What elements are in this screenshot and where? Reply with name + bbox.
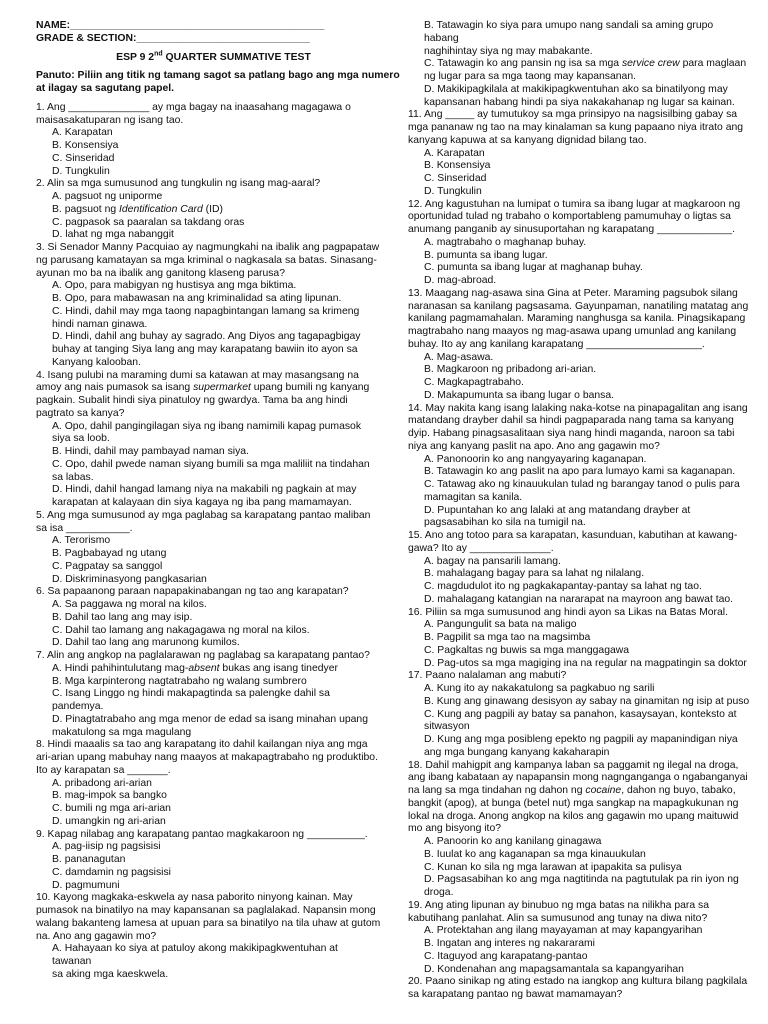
- question-stem: 7. Alin ang angkop na paglalarawan ng paglabag sa karapatang pantao?: [36, 650, 370, 661]
- answer-choice: C. Kunan ko sila ng mga larawan at ipapakita sa pulisya: [424, 861, 682, 873]
- question-stem: 10. Kayong magkaka-eskwela ay nasa paborito ninyong kainan. May: [36, 892, 353, 904]
- right-questions: [408, 20, 750, 1002]
- question-stem-continued: maisasakatuparan ng isang tao.: [36, 114, 184, 126]
- question-stem-continued: amoy ang nais pumasok sa isang supermarket upang bumili ng kanyang: [36, 382, 370, 394]
- left-questions: [36, 102, 391, 982]
- question-stem-continued: walang bakanteng lamesa at upuan para sa binatilyo na tila uhaw at gutom: [36, 917, 381, 929]
- answer-choice: C. pagpasok sa paaralan sa takdang oras: [52, 216, 245, 228]
- right-column: [408, 20, 750, 1002]
- answer-choice: D. Tungkulin: [52, 165, 110, 177]
- question-stem: 16. Piliin sa mga sumusunod ang hindi ayon sa Likas na Batas Moral.: [408, 606, 728, 618]
- answer-choice-continued: makatulong sa mga magulang: [52, 726, 192, 738]
- question-stem: 20. Paano sinikap ng ating estado na iangkop ang kultura bilang pagkilala: [408, 976, 748, 988]
- instruction-line: Panuto: Piliin ang titik ng tamang sagot sa patlang bago ang mga numero: [36, 70, 400, 82]
- answer-choice: B. mahalagang bagay para sa lahat ng nilalang.: [424, 568, 645, 580]
- question-stem-continued: dyip. Habang pinagsasalitaan siya nang hindi maganda, naroon sa tabi: [408, 428, 735, 439]
- question-stem: 15. Ano ang totoo para sa karapatan, kasunduan, kabutihan at kawang-: [408, 530, 738, 541]
- answer-choice: C. bumili ng mga ari-arian: [52, 803, 171, 814]
- answer-choice: C. Tatawagin ko ang pansin ng isa sa mga service crew para maglaan: [424, 58, 747, 70]
- answer-choice: B. Kung ang ginawang desisyon ay sabay na ginamitan ng isip at puso: [424, 695, 750, 707]
- question-stem: 19. Ang ating lipunan ay binubuo ng mga batas na nilikha para sa: [408, 899, 709, 911]
- question-stem-continued: na lang sa mga tindahan ng dahon ng cocaine, dahon ng buyo, tabako,: [408, 785, 736, 796]
- answer-choice: A. Hindi pahihintulutang mag-absent bukas ang isang tinedyer: [52, 662, 338, 674]
- answer-choice: A. pag-iisip ng pagsisisi: [52, 841, 161, 853]
- question-stem-continued: kanilang pagmamahalan. Maraming nanghusga sa kanila. Pinagsikapang: [408, 313, 746, 325]
- answer-choice: C. Sinseridad: [52, 152, 115, 164]
- question-stem-continued: kabutihang panlahat. Alin sa sumusunod ang tunay na diwa nito?: [408, 912, 708, 924]
- question-stem-continued: mo ang bisyong ito?: [408, 823, 501, 835]
- question-stem: 8. Hindi maaalis sa tao ang karapatang ito dahil kailangan niya ang mga: [36, 739, 368, 751]
- question-stem-continued: lokal na droga. Anong angkop na kilos ang gagawin mo upang maituwid: [408, 810, 739, 822]
- answer-choice: D. Kondenahan ang mapagsamantala sa kapangyarihan: [424, 963, 684, 975]
- title-pre: ESP 9 2: [116, 51, 155, 63]
- answer-choice: D. pagmumuni: [52, 879, 120, 891]
- answer-choice: B. Pagbabayad ng utang: [52, 548, 167, 559]
- question-stem-continued: anumang panganib ay sinusuportahan ng karapatang _____________.: [408, 224, 736, 235]
- answer-choice: B. Iuulat ko ang kaganapan sa mga kinauukulan: [424, 848, 646, 860]
- answer-choice: B. pumunta sa ibang lugar.: [424, 249, 548, 261]
- answer-choice-continued: tawanan: [52, 956, 92, 967]
- answer-choice-continued: pagsasabihan ko sila na tumigil na.: [424, 517, 586, 529]
- answer-choice: D. mag-abroad.: [424, 275, 497, 286]
- left-column: [36, 20, 400, 982]
- answer-choice: C. Sinseridad: [424, 173, 487, 184]
- answer-choice: D. Hindi, dahil hangad lamang niya na makabili ng pagkain at may: [52, 484, 357, 496]
- question-stem: 2. Alin sa mga sumusunod ang tungkulin ng isang mag-aaral?: [36, 178, 321, 190]
- answer-choice-continued: ang mga bungang kanyang kakaharapin: [424, 746, 610, 758]
- title-post: QUARTER SUMMATIVE TEST: [162, 51, 311, 63]
- italic-term: cocaine: [585, 785, 622, 796]
- question-stem: 11. Ang _____ ay tumutukoy sa mga prinsipyo na nagsisilbing gabay sa: [408, 109, 738, 121]
- answer-choice-continued: droga.: [424, 887, 454, 898]
- question-stem: 14. May nakita kang isang lalaking naka-kotse na pinapagalitan ang isang: [408, 402, 748, 414]
- answer-choice: B. Hindi, dahil may pambayad naman siya.: [52, 446, 249, 457]
- italic-term: Identification Card: [119, 203, 203, 215]
- answer-choice-continued: sa aking mga kaeskwela.: [52, 968, 169, 980]
- answer-choice: B. pagsuot ng Identification Card (ID): [52, 203, 223, 215]
- answer-choice: D. Pag-utos sa mga magiging ina na regular na magpatingin sa doktor: [424, 657, 747, 669]
- answer-choice: A. Kung ito ay nakakatulong sa pagkabuo ng sarili: [424, 683, 655, 694]
- answer-choice: B. Magkaroon ng pribadong ari-arian.: [424, 364, 597, 376]
- answer-choice: D. umangkin ng ari-arian: [52, 815, 166, 827]
- answer-choice: A. Mag-asawa.: [424, 351, 494, 363]
- answer-choice-continued: sitwasyon: [424, 721, 470, 733]
- answer-choice: C. Dahil tao lamang ang nakagagawa ng moral na kilos.: [52, 624, 310, 636]
- answer-choice: C. Itaguyod ang karapatang-pantao: [424, 950, 588, 962]
- answer-choice: D. Kung ang mga posibleng epekto ng pagpili ay mapanindigan niya: [424, 734, 738, 745]
- question-stem-continued: ayunan mo ba na ibalik ang ganitong klaseng parusa?: [36, 267, 285, 279]
- answer-choice: D. lahat ng mga nabanggit: [52, 229, 174, 241]
- question-stem-continued: bangkit (apog), at bunga (betel nut) mga sangkap na mapagkukunan ng: [408, 797, 739, 809]
- answer-choice: A. Karapatan: [424, 147, 485, 159]
- answer-choice: A. Pangungulit sa bata na maligo: [424, 619, 577, 631]
- answer-choice: C. Pagpatay sa sanggol: [52, 560, 163, 572]
- answer-choice: D. Makapumunta sa ibang lugar o bansa.: [424, 389, 615, 401]
- answer-choice: B. Konsensiya: [52, 140, 119, 151]
- test-title: [36, 52, 391, 65]
- question-stem-continued: ng parusang kamatayan sa mga kriminal o nagkasala sa batas. Sinasang-: [36, 254, 377, 266]
- instruction-line: at ilagay sa sagutang papel.: [36, 83, 175, 94]
- name-field-label: NAME:____________________________________________: [36, 20, 325, 31]
- answer-choice: A. Opo, dahil pangingilagan siya ng ibang namimili kapag pumasok: [52, 420, 362, 432]
- question-stem-continued: kanyang kapuwa at sa kanyang dignidad bilang tao.: [408, 134, 647, 146]
- question-stem: 1. Ang ______________ ay mga bagay na inaasahang magagawa o: [36, 101, 351, 113]
- question-stem-continued: mga pananaw ng tao na may kinalaman sa kung papaano niya itrato ang: [408, 122, 744, 133]
- question-stem-continued: oportunidad tulad ng trabaho o komportableng pamumuhay o ligtas sa: [408, 211, 731, 223]
- answer-choice: A. Panonoorin ko ang nangyayaring kaganapan.: [424, 453, 647, 465]
- italic-term: service crew: [621, 58, 680, 70]
- answer-choice: A. Panoorin ko ang kanilang ginagawa: [424, 836, 602, 847]
- answer-choice-continued: kapansanan habang hindi pa siya nakakahanap ng lugar sa kainan.: [424, 96, 735, 108]
- answer-choice: B. Pagpilit sa mga tao na magsimba: [424, 632, 591, 643]
- question-stem-continued: Ito ay karapatan sa _______.: [36, 764, 171, 776]
- answer-choice: D. Pinagtatrabaho ang mga menor de edad sa isang minahan upang: [52, 713, 368, 725]
- answer-choice: B. pananagutan: [52, 854, 126, 865]
- answer-choice: D. Makikipagkilala at makikipagkwentuhan ako sa binatilyong may: [424, 83, 728, 95]
- answer-choice: C. pumunta sa ibang lugar at maghanap buhay.: [424, 262, 643, 274]
- question-stem: 3. Si Senador Manny Pacquiao ay nagmungkahi na ibalik ang pagpapataw: [36, 242, 380, 253]
- question-stem-continued: sa karapatang pantao ng bawat mamamayan?: [408, 989, 623, 1000]
- answer-choice: D. mahalagang katangian na nararapat na mayroon ang bawat tao.: [424, 593, 734, 605]
- answer-choice-continued: ng lugar para sa mga taong may kapansanan.: [424, 71, 636, 82]
- answer-choice: D. Dahil tao lang ang marunong kumilos.: [52, 637, 240, 649]
- answer-choice: C. damdamin ng pagsisisi: [52, 866, 171, 878]
- answer-choice: B. Tatawagin ko ang paslit na apo para lumayo kami sa kaganapan.: [424, 466, 736, 478]
- question-stem-continued: pagtrato sa kanya?: [36, 407, 125, 419]
- answer-choice-continued: buhay at tanging Siya lang ang may karapatang bawiin ito ayon sa: [52, 344, 358, 355]
- answer-choice: C. Magkapagtrabaho.: [424, 377, 524, 388]
- question-stem: 6. Sa papaanong paraan napapakinabangan ng tao ang karapatan?: [36, 586, 349, 598]
- answer-choice: B. Ingatan ang interes ng nakararami: [424, 938, 595, 949]
- answer-choice-continued: siya sa loob.: [52, 433, 110, 445]
- question-stem: 18. Dahil mahigpit ang kampanya laban sa paggamit ng ilegal na droga,: [408, 759, 739, 771]
- question-stem-continued: buhay. Ito ay ang kanilang karapatang ____________________.: [408, 338, 705, 350]
- answer-choice-continued: pandemya.: [52, 701, 104, 712]
- answer-choice: C. Tatawag ako ng kinauukulan tulad ng barangay tanod o pulis para: [424, 479, 740, 490]
- answer-choice-continued: habang: [424, 32, 459, 44]
- question-stem-continued: matandang drayber dahil sa hindi pagpaparada nang tama sa kanyang: [408, 415, 734, 427]
- answer-choice: A. Sa paggawa ng moral na kilos.: [52, 599, 207, 610]
- question-stem-continued: ang ibang kabataan ay napapansin mong nagnganganga o ngabanganyai: [408, 772, 748, 784]
- answer-choice: B. Konsensiya: [424, 160, 491, 172]
- question-stem-continued: magtrabaho nang maayos ng mag-asawa upang umunlad ang kanilang: [408, 326, 737, 337]
- italic-term: absent: [188, 662, 220, 674]
- grade-section-field-label: GRADE & SECTION:______________________________: [36, 32, 310, 44]
- answer-choice: C. magdudulot ito ng pagkakapantay-pantay sa lahat ng tao.: [424, 581, 702, 592]
- question-stem-continued: gawa? Ito ay ______________.: [408, 542, 554, 554]
- question-stem: 4. Isang pulubi na maraming dumi sa katawan at may masangsang na: [36, 369, 359, 381]
- answer-choice: D. Pagsasabihan ko ang mga nagtitinda na pagtutulak pa rin iyon ng: [424, 874, 739, 886]
- answer-choice: A. pribadong ari-arian: [52, 777, 152, 789]
- answer-choice: A. Opo, para mabigyan ng hustisya ang mga biktima.: [52, 280, 297, 292]
- answer-choice-continued: Kanyang kalooban.: [52, 356, 141, 368]
- answer-choice: C. Opo, dahil pwede naman siyang bumili sa mga maliliit na tindahan: [52, 458, 370, 470]
- answer-choice: A. Terorismo: [52, 535, 111, 547]
- question-stem-continued: niya ang kanyang paslit na apo. Ano ang gagawin mo?: [408, 440, 660, 452]
- answer-choice: A. Karapatan: [52, 127, 113, 139]
- answer-choice: D. Pupuntahan ko ang lalaki at ang matandang drayber at: [424, 504, 691, 516]
- answer-choice: D. Diskriminasyong pangkasarian: [52, 573, 207, 585]
- italic-term: supermarket: [193, 382, 251, 394]
- answer-choice: A. bagay na pansarili lamang.: [424, 555, 561, 567]
- question-stem-continued: ari-arian upang mabuhay nang maayos at makapagtrabaho ng produktibo.: [36, 752, 378, 763]
- answer-choice: A. pagsuot ng uniporme: [52, 191, 163, 202]
- question-stem: 9. Kapag nilabag ang karapatang pantao magkakaroon ng __________.: [36, 828, 368, 840]
- answer-choice: C. Kung ang pagpili ay batay sa panahon, kasaysayan, konteksto at: [424, 708, 737, 720]
- answer-choice: B. Opo, para mabawasan na ang kriminalidad sa ating lipunan.: [52, 293, 342, 304]
- answer-choice: A. Hahayaan ko siya at patuloy akong makikipagkwentuhan at: [52, 943, 338, 955]
- answer-choice: C. Pagkaltas ng buwis sa mga manggagawa: [424, 644, 630, 656]
- question-stem-continued: pagkain. Subalit hindi siya pinatuloy ng gwardya. Tama ba ang hindi: [36, 395, 348, 406]
- answer-choice-continued: mamagitan sa kanila.: [424, 491, 523, 503]
- question-stem-continued: na. Ano ang gagawin mo?: [36, 930, 157, 942]
- answer-choice: B. Dahil tao lang ang may isip.: [52, 611, 193, 623]
- question-stem: 5. Ang mga sumusunod ay mga paglabag sa karapatang pantao maliban: [36, 509, 371, 521]
- question-stem-continued: naranasan sa kanilang pagsasama. Gayunpaman, nanatiling matatag ang: [408, 300, 749, 312]
- answer-choice-continued: karapatan at kalayaan din siya kagaya ng iba pang mamamayan.: [52, 497, 352, 508]
- answer-choice: C. Isang Linggo ng hindi makapagtinda sa palengke dahil sa: [52, 688, 330, 700]
- answer-choice: B. Mga karpinterong nagtatrabaho ng walang sumbrero: [52, 675, 307, 687]
- answer-choice-continued: naghihintay siya ng may mabakante.: [424, 45, 593, 57]
- question-stem: 13. Maagang nag-asawa sina Gina at Peter. Maraming pagsubok silang: [408, 287, 738, 299]
- question-stem-continued: sa isa ___________.: [36, 522, 133, 534]
- question-stem: 12. Ang kagustuhan na lumipat o tumira sa ibang lugar at magkaroon ng: [408, 198, 741, 210]
- answer-choice: B. Tatawagin ko siya para umupo nang sandali sa aming grupo: [424, 20, 714, 31]
- answer-choice: D. Hindi, dahil ang buhay ay sagrado. Ang Diyos ang tagapagbigay: [52, 331, 361, 343]
- question-stem-continued: pumasok na binatilyo na may kapansanan sa paglalakad. Napansin mong: [36, 905, 376, 916]
- answer-choice: A. Protektahan ang ilang mayayaman at may kapangyarihan: [424, 925, 703, 937]
- answer-choice: C. Hindi, dahil may mga taong napagbintangan lamang sa krimeng: [52, 305, 360, 317]
- answer-choice: B. mag-impok sa bangko: [52, 790, 167, 802]
- question-stem: 17. Paano nalalaman ang mabuti?: [408, 670, 567, 682]
- answer-choice-continued: hindi naman ginawa.: [52, 318, 148, 330]
- answer-choice: A. magtrabaho o maghanap buhay.: [424, 236, 587, 248]
- answer-choice: D. Tungkulin: [424, 185, 482, 197]
- title-sup: nd: [154, 50, 163, 58]
- answer-choice-continued: sa labas.: [52, 471, 94, 483]
